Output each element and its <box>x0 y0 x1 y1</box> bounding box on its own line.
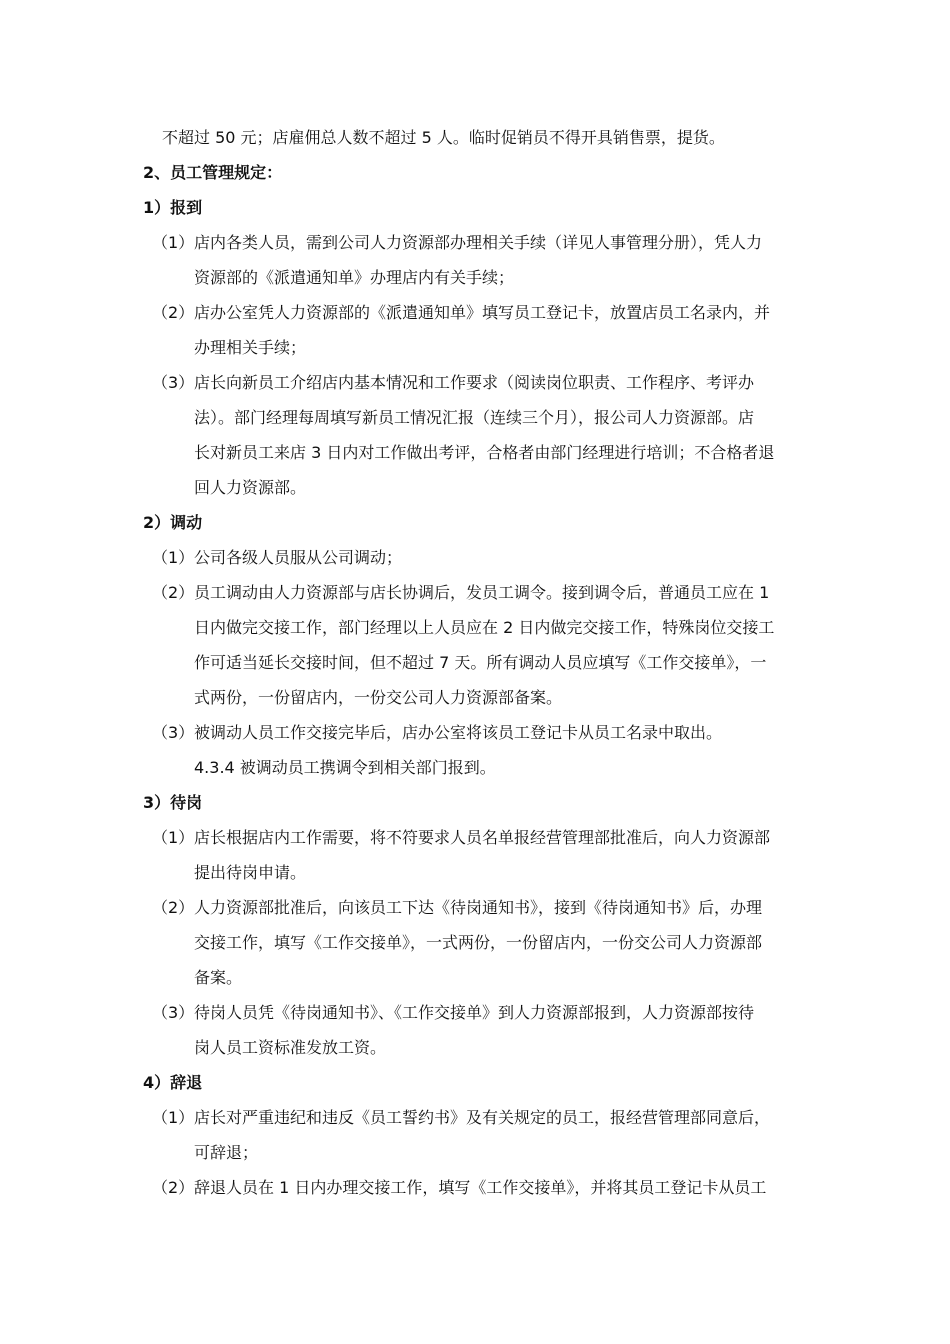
text-line: 可辞退； <box>194 1143 259 1162</box>
text-line: 人力资源部批准后，向该员工下达《待岗通知书》，接到《待岗通知书》后，办理 <box>194 898 763 917</box>
item-marker: （2） <box>152 303 195 322</box>
text-line: 长对新员工来店 3 日内对工作做出考评，合格者由部门经理进行培训；不合格者退 <box>194 443 775 462</box>
item-marker: （1） <box>152 233 195 252</box>
item-marker: （3） <box>152 723 195 742</box>
text-line: 公司各级人员服从公司调动； <box>194 548 403 567</box>
subsection-heading: 3）待岗 <box>143 793 203 812</box>
subsection-heading: 4）辞退 <box>143 1073 203 1092</box>
text-line: 辞退人员在 1 日内办理交接工作，填写《工作交接单》，并将其员工登记卡从员工 <box>194 1178 767 1197</box>
item-marker: （2） <box>152 1178 195 1197</box>
item-marker: （3） <box>152 373 195 392</box>
text-line: 式两份，一份留店内，一份交公司人力资源部备案。 <box>194 688 563 707</box>
section-heading: 2、员工管理规定： <box>143 163 283 182</box>
text-line: 日内做完交接工作，部门经理以上人员应在 2 日内做完交接工作，特殊岗位交接工 <box>194 618 775 637</box>
item-marker: （1） <box>152 1108 195 1127</box>
text-line: 员工调动由人力资源部与店长协调后，发员工调令。接到调令后，普通员工应在 1 <box>194 583 770 602</box>
text-line: 交接工作，填写《工作交接单》，一式两份，一份留店内，一份交公司人力资源部 <box>194 933 763 952</box>
text-line: 店长根据店内工作需要，将不符要求人员名单报经营管理部批准后，向人力资源部 <box>194 828 771 847</box>
text-line: 店办公室凭人力资源部的《派遣通知单》填写员工登记卡，放置店员工名录内，并 <box>194 303 771 322</box>
text-line: 回人力资源部。 <box>194 478 307 497</box>
text-line: 店长对严重违纪和违反《员工誓约书》及有关规定的员工，报经营管理部同意后， <box>194 1108 771 1127</box>
subsection-heading: 1）报到 <box>143 198 203 217</box>
text-line: 4.3.4 被调动员工携调令到相关部门报到。 <box>194 758 496 777</box>
item-marker: （1） <box>152 548 195 567</box>
text-line: 作可适当延长交接时间，但不超过 7 天。所有调动人员应填写《工作交接单》，一 <box>194 653 767 672</box>
item-marker: （2） <box>152 898 195 917</box>
text-line: 不超过 50 元；店雇佣总人数不超过 5 人。临时促销员不得开具销售票，提货。 <box>162 128 725 147</box>
text-line: 法）。部门经理每周填写新员工情况汇报（连续三个月），报公司人力资源部。店 <box>194 408 755 427</box>
text-line: 待岗人员凭《待岗通知书》、《工作交接单》到人力资源部报到，人力资源部按待 <box>194 1003 755 1022</box>
item-marker: （2） <box>152 583 195 602</box>
text-line: 店长向新员工介绍店内基本情况和工作要求（阅读岗位职责、工作程序、考评办 <box>194 373 755 392</box>
text-line: 岗人员工资标准发放工资。 <box>194 1038 387 1057</box>
text-line: 被调动人员工作交接完毕后，店办公室将该员工登记卡从员工名录中取出。 <box>194 723 723 742</box>
text-line: 提出待岗申请。 <box>194 863 307 882</box>
text-line: 店内各类人员，需到公司人力资源部办理相关手续（详见人事管理分册），凭人力 <box>194 233 763 252</box>
item-marker: （3） <box>152 1003 195 1022</box>
text-line: 资源部的《派遣通知单》办理店内有关手续； <box>194 268 515 287</box>
item-marker: （1） <box>152 828 195 847</box>
text-line: 备案。 <box>194 968 243 987</box>
subsection-heading: 2）调动 <box>143 513 203 532</box>
text-line: 办理相关手续； <box>194 338 307 357</box>
